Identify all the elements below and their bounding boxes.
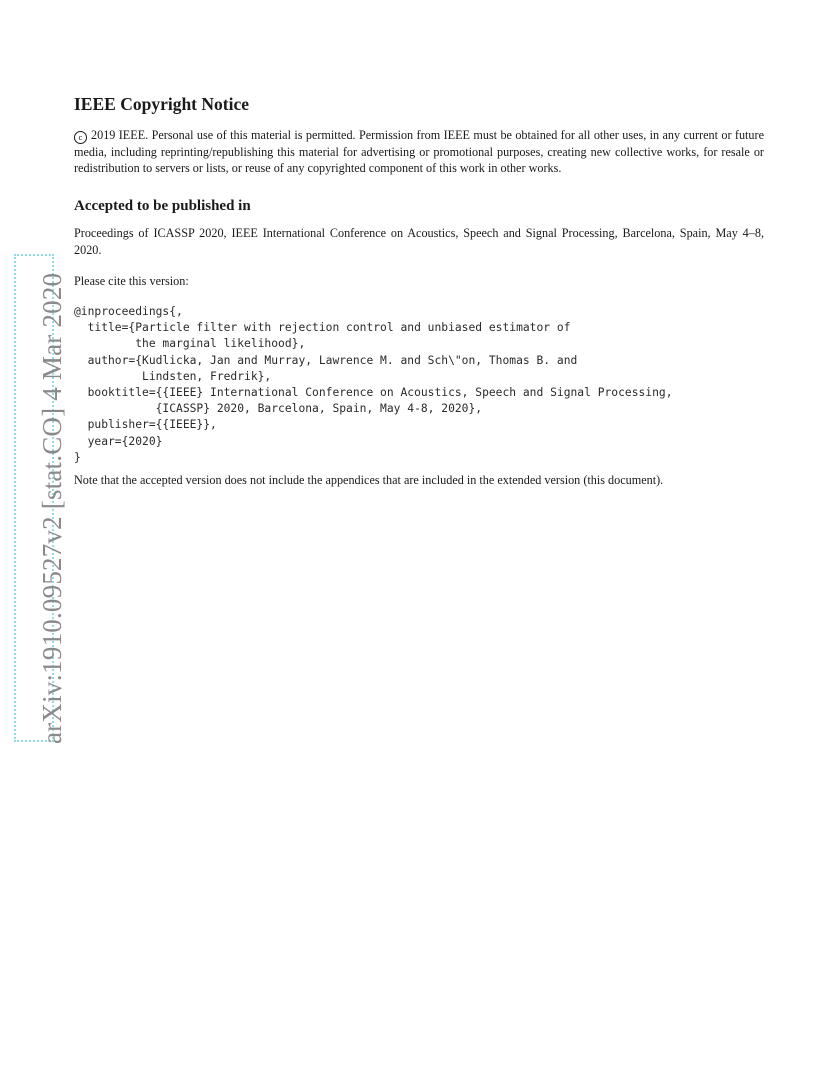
copyright-paragraph [74,127,764,176]
copyright-heading: IEEE Copyright Notice [74,94,249,114]
arxiv-identifier: arXiv:1910.09527v2 [stat.CO] 4 Mar 2020 [37,272,67,744]
bibtex-entry: @inproceedings{, title={Particle filter with rejection control and unbiased estimator of the marginal likelihood}, author={Kudlicka, Jan and Murray, Lawrence M. and Sch\"on, Thomas B. and Lindsten, Fredrik}, booktitle={{IEEE} International Conference on Acoustics, Speech and Signal Processing, {ICASSP} 2020, Barcelona, Spain, May 4-8, 2020}, publisher={{IEEE}}, year={2020} } [74,305,673,464]
accepted-heading: Accepted to be published in [74,198,251,215]
copyright-text: 2019 IEEE. Personal use of this material is permitted. Permission from IEEE must be obtained for all other uses, in any current or future media, including reprinting/republishing this material for advertising or promotional purposes, creating new collective works, for resale or redistribution to servers or lists, or reuse of any copyrighted component of this work in other works. [74,128,764,176]
appendix-note: Note that the accepted version does not include the appendices that are included in the extended version (this document). [74,473,664,488]
accepted-paragraph: Proceedings of ICASSP 2020, IEEE International Conference on Acoustics, Speech and Signal Processing, Barcelona, Spain, May 4–8, 2020. [74,226,764,257]
cite-lead-text: Please cite this version: [74,273,189,288]
copyright-icon: c [74,131,87,144]
page-content [74,92,764,488]
